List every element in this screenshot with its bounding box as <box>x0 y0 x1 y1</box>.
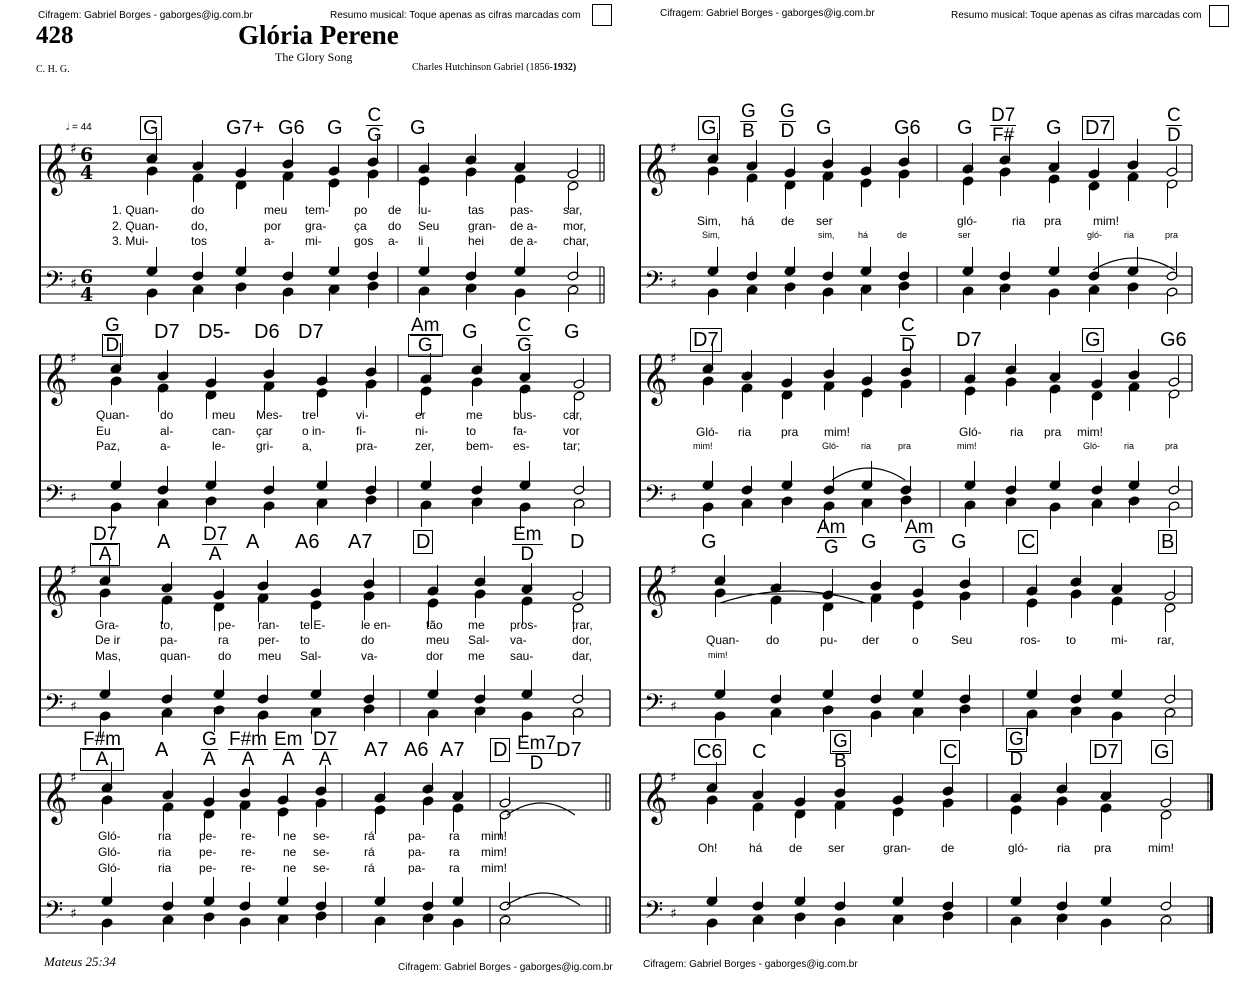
lyric-syllable: vor <box>563 424 580 438</box>
treble-clef-icon: 𝄞 <box>642 565 669 616</box>
lyric-syllable: al- <box>160 424 174 438</box>
slash-chord: $\frac{C}{D}$ <box>1167 105 1181 146</box>
lyric-syllable: de a- <box>510 234 538 248</box>
lyric-syllable: ne <box>283 845 297 859</box>
lyric-syllable: a- <box>388 234 399 248</box>
key-sharp-icon: ♯ <box>70 490 77 506</box>
lyric-syllable: bus- <box>513 408 537 422</box>
lyric-syllable: rar, <box>1157 633 1175 647</box>
lyric-syllable: pa- <box>160 633 178 647</box>
hymn-number: 428 <box>36 22 74 49</box>
chord: G <box>1154 741 1170 763</box>
lyric-syllable: ria <box>861 441 872 451</box>
chord: G6 <box>1160 329 1187 351</box>
lyric-syllable: pe- <box>199 829 217 843</box>
key-sharp-icon: ♯ <box>670 276 677 292</box>
lyric-syllable: o <box>912 633 919 647</box>
lyric-syllable: a, <box>302 439 313 453</box>
treble-clef-icon: 𝄞 <box>642 143 669 194</box>
chord: D7 <box>693 329 719 351</box>
lyric-syllable: mim! <box>481 861 507 875</box>
bass-clef-icon: 𝄢 <box>644 689 664 724</box>
lyric-syllable: pra <box>1044 425 1062 439</box>
lyric-syllable: sau- <box>510 649 534 663</box>
slur <box>720 591 865 603</box>
chord: D <box>570 531 585 553</box>
lyric-syllable: há <box>749 841 763 855</box>
slash-chord: $\frac{Em}{A}$ <box>274 729 303 770</box>
lyric-syllable: Oh! <box>698 841 718 855</box>
chord: D7 <box>298 321 324 343</box>
chord: G <box>327 117 343 139</box>
lyric-syllable: mim! <box>1093 214 1119 228</box>
chord: G6 <box>894 117 921 139</box>
lyric-syllable: re- <box>241 845 256 859</box>
lyric-syllable: ria <box>1124 230 1135 240</box>
chord: C <box>752 741 767 763</box>
bass-clef-icon: 𝄢 <box>644 480 664 515</box>
treble-clef-icon: 𝄞 <box>42 565 69 616</box>
chord: D <box>416 531 431 553</box>
lyric-syllable: rá <box>364 845 375 859</box>
slash-chord: $\frac{Em7}{D}$ <box>517 733 557 774</box>
lyric-syllable: mim! <box>1077 425 1103 439</box>
lyric-syllable: por <box>264 219 282 233</box>
chord: G <box>701 531 717 553</box>
lyric-syllable: do <box>388 219 402 233</box>
chord: C6 <box>697 741 723 763</box>
chord: D7 <box>1093 741 1119 763</box>
lyric-syllable: tem- <box>305 203 329 217</box>
chord: G <box>701 117 717 139</box>
chord: D <box>493 739 508 761</box>
lyric-syllable: meu <box>264 203 288 217</box>
slash-chord: $\frac{G}{D}$ <box>105 315 120 356</box>
lyric-syllable: pa- <box>408 829 426 843</box>
lyric-syllable: mim! <box>481 829 507 843</box>
key-sharp-icon: ♯ <box>70 699 77 715</box>
slash-chord: $\frac{D7}{F\#}$ <box>991 105 1016 146</box>
slash-chord: $\frac{D7}{A}$ <box>93 524 118 565</box>
slash-chord: $\frac{Am}{G}$ <box>905 517 934 558</box>
lyric-syllable: a- <box>160 439 171 453</box>
key-sharp-icon: ♯ <box>670 770 677 786</box>
lyric-syllable: se- <box>313 861 330 875</box>
lyric-syllable: ra <box>449 845 460 859</box>
lyric-syllable: meu <box>212 408 236 422</box>
key-sharp-icon: ♯ <box>70 141 77 157</box>
chord: A6 <box>404 739 429 761</box>
lyric-syllable: Gló- <box>696 425 719 439</box>
header-summary-right: Resumo musical: Toque apenas as cifras marcadas com <box>951 10 1202 21</box>
slash-chord: $\frac{G}{B}$ <box>833 731 848 772</box>
lyric-syllable: fi- <box>356 424 366 438</box>
slash-chord: $\frac{G}{D}$ <box>780 101 795 142</box>
key-sharp-icon: ♯ <box>70 770 77 786</box>
lyric-syllable: ser <box>816 214 833 228</box>
slash-chord: $\frac{D7}{A}$ <box>203 524 228 565</box>
scripture-reference: Mateus 25:34 <box>44 954 116 969</box>
lyric-syllable: Gló- <box>1083 441 1101 451</box>
chord: G7+ <box>226 117 265 139</box>
half-note-icon: 𝅗𝅥 <box>66 122 70 133</box>
lyric-syllable: gos <box>354 234 374 248</box>
lyric-syllable: Gló- <box>959 425 982 439</box>
lyric-syllable: ne <box>283 829 297 843</box>
lyric-syllable: dor, <box>572 633 593 647</box>
lyric-syllable: a- <box>264 234 275 248</box>
chord: C <box>1021 531 1036 553</box>
lyric-syllable: de <box>388 203 402 217</box>
lyric-syllable: 3. Mui- <box>112 234 149 248</box>
chord: G <box>816 117 832 139</box>
lyric-syllable: mim! <box>824 425 850 439</box>
lyric-syllable: ria <box>1057 841 1071 855</box>
slash-chord: $\frac{F\#m}{A}$ <box>83 729 121 770</box>
lyric-syllable: pu- <box>820 633 838 647</box>
header-summary-left: Resumo musical: Toque apenas as cifras marcadas com <box>330 10 581 21</box>
lyric-syllable: Quan- <box>706 633 740 647</box>
lyric-syllable: ne <box>283 861 297 875</box>
chord: D7 <box>1085 117 1111 139</box>
lyric-syllable: pra <box>781 425 799 439</box>
lyric-syllable: há <box>741 214 755 228</box>
lyric-syllable: Paz, <box>96 439 121 453</box>
lyric-syllable: er <box>415 408 426 422</box>
lyricist-initials: C. H. G. <box>36 64 70 75</box>
time-signature: 4 <box>80 162 94 184</box>
treble-clef-icon: 𝄞 <box>42 143 69 194</box>
lyric-syllable: mim! <box>693 441 713 451</box>
lyric-syllable: va- <box>510 633 527 647</box>
lyric-syllable: ria <box>158 861 172 875</box>
chord: D6 <box>254 321 280 343</box>
chord: D5- <box>198 321 231 343</box>
lyric-syllable: ça <box>354 219 367 233</box>
lyric-syllable: do, <box>191 219 208 233</box>
lyric-syllable: Sim, <box>697 214 721 228</box>
lyric-syllable: gló- <box>1008 841 1029 855</box>
chord: G6 <box>278 117 305 139</box>
lyric-syllable: re- <box>241 829 256 843</box>
lyric-syllable: Quan- <box>96 408 130 422</box>
lyric-syllable: es- <box>513 439 530 453</box>
lyric-syllable: de <box>789 841 803 855</box>
lyric-syllable: ria <box>738 425 752 439</box>
bass-clef-icon: 𝄢 <box>44 480 64 515</box>
hymn-title: Glória Perene <box>238 20 399 50</box>
key-sharp-icon: ♯ <box>670 563 677 579</box>
hymn-subtitle: The Glory Song <box>275 50 353 64</box>
lyric-syllable: Gló- <box>822 441 840 451</box>
slash-chord: $\frac{C}{G}$ <box>517 315 532 356</box>
lyric-syllable: gran- <box>883 841 912 855</box>
lyric-syllable: sim, <box>818 230 835 240</box>
time-signature: 6 <box>80 144 94 166</box>
lyric-syllable: pe- <box>218 618 236 632</box>
lyric-syllable: me <box>466 408 483 422</box>
lyric-syllable: ra <box>449 829 460 843</box>
slash-chord: $\frac{G}{D}$ <box>1009 729 1024 770</box>
lyric-syllable: per- <box>258 633 280 647</box>
chord: D7 <box>154 321 180 343</box>
slash-chord: $\frac{D7}{A}$ <box>313 729 338 770</box>
lyric-syllable: tar; <box>563 439 581 453</box>
lyric-syllable: de a- <box>510 219 538 233</box>
lyric-syllable: meu <box>426 633 450 647</box>
lyric-syllable: ser <box>958 230 971 240</box>
lyric-syllable: tão <box>426 618 443 632</box>
lyric-syllable: hei <box>468 234 485 248</box>
lyric-syllable: pra <box>1094 841 1112 855</box>
treble-clef-icon: 𝄞 <box>42 353 69 404</box>
lyric-syllable: mim! <box>1148 841 1174 855</box>
key-sharp-icon: ♯ <box>70 276 77 292</box>
lyric-syllable: meu <box>258 649 282 663</box>
chord: B <box>1161 531 1175 553</box>
lyric-syllable: lu- <box>418 203 432 217</box>
slash-chord: $\frac{Am}{G}$ <box>817 517 846 558</box>
lyric-syllable: Gló- <box>98 861 121 875</box>
lyric-syllable: bem- <box>466 439 494 453</box>
lyric-syllable: do <box>191 203 205 217</box>
chord: A7 <box>440 739 465 761</box>
slash-chord: $\frac{G}{B}$ <box>741 101 756 142</box>
lyric-syllable: Sal- <box>300 649 322 663</box>
chord: A <box>246 531 260 553</box>
lyric-syllable: pra <box>1165 230 1179 240</box>
slur <box>507 803 575 815</box>
lyric-syllable: pa- <box>408 861 426 875</box>
key-sharp-icon: ♯ <box>70 563 77 579</box>
lyric-syllable: mim! <box>481 845 507 859</box>
lyric-syllable: 2. Quan- <box>112 219 159 233</box>
chord: A7 <box>364 739 389 761</box>
lyric-syllable: po <box>354 203 368 217</box>
treble-clef-icon: 𝄞 <box>642 353 669 404</box>
lyric-syllable: rá <box>364 861 375 875</box>
chord: D7 <box>956 329 982 351</box>
key-sharp-icon: ♯ <box>70 906 77 922</box>
lyric-syllable: ran- <box>258 618 280 632</box>
slash-chord: $\frac{Em}{D}$ <box>513 524 542 565</box>
lyric-syllable: há <box>858 230 869 240</box>
chord: G <box>143 117 159 139</box>
lyric-syllable: fa- <box>513 424 528 438</box>
slur <box>832 468 905 480</box>
key-sharp-icon: ♯ <box>670 490 677 506</box>
lyric-syllable: le- <box>212 439 226 453</box>
lyric-syllable: mim! <box>708 650 728 660</box>
key-sharp-icon: ♯ <box>70 351 77 367</box>
lyric-syllable: gra- <box>305 219 327 233</box>
slash-chord: $\frac{F\#m}{A}$ <box>229 729 267 770</box>
chord: G <box>410 117 426 139</box>
lyric-syllable: pas- <box>510 203 534 217</box>
lyric-syllable: va- <box>361 649 378 663</box>
lyric-syllable: quan- <box>160 649 191 663</box>
lyric-syllable: der <box>862 633 880 647</box>
chord: D7 <box>556 739 582 761</box>
chord: G <box>957 117 973 139</box>
lyric-syllable: Seu <box>418 219 440 233</box>
lyric-syllable: tos <box>191 234 208 248</box>
lyric-syllable: do <box>218 649 232 663</box>
lyric-syllable: mi- <box>305 234 322 248</box>
slur <box>507 893 580 905</box>
chord: G <box>861 531 877 553</box>
key-sharp-icon: ♯ <box>670 906 677 922</box>
key-sharp-icon: ♯ <box>670 699 677 715</box>
lyric-syllable: ria <box>1124 441 1135 451</box>
lyric-syllable: to <box>466 424 477 438</box>
lyric-syllable: ser <box>828 841 845 855</box>
lyric-syllable: vi- <box>356 408 369 422</box>
lyric-syllable: ni- <box>415 424 429 438</box>
lyric-syllable: ros- <box>1020 633 1041 647</box>
lyric-syllable: rá <box>364 829 375 843</box>
lyric-syllable: ria <box>1010 425 1024 439</box>
lyric-syllable: se- <box>313 845 330 859</box>
lyric-syllable: ria <box>158 829 172 843</box>
lyric-syllable: char, <box>563 234 590 248</box>
final-barline <box>1210 774 1213 810</box>
lyric-syllable: to <box>1066 633 1077 647</box>
chord: A <box>155 739 169 761</box>
lyric-syllable: gran- <box>468 219 497 233</box>
lyric-syllable: me <box>468 618 485 632</box>
lyric-syllable: dar, <box>572 649 593 663</box>
chord: G <box>1085 329 1101 351</box>
lyric-syllable: çar <box>256 424 273 438</box>
lyric-syllable: se- <box>313 829 330 843</box>
lyric-syllable: Gra- <box>95 618 119 632</box>
lyric-syllable: trar, <box>572 618 593 632</box>
lyric-syllable: ra <box>449 861 460 875</box>
lyric-syllable: Mas, <box>95 649 122 663</box>
bass-clef-icon: 𝄢 <box>44 266 64 301</box>
lyric-syllable: Gló- <box>98 829 121 843</box>
lyric-syllable: gló- <box>957 214 978 228</box>
lyric-syllable: mim! <box>957 441 977 451</box>
lyric-syllable: 1. Quan- <box>112 203 159 217</box>
lyric-syllable: zer, <box>415 439 435 453</box>
lyric-syllable: do <box>160 408 174 422</box>
lyric-syllable: pe- <box>199 861 217 875</box>
lyric-syllable: Mes- <box>256 408 283 422</box>
footer-credit-right: Cifragem: Gabriel Borges - gaborges@ig.com.br <box>643 959 858 970</box>
footer-credit-mid: Cifragem: Gabriel Borges - gaborges@ig.com.br <box>398 962 613 973</box>
lyric-syllable: le en- <box>361 618 392 632</box>
lyric-syllable: pe- <box>199 845 217 859</box>
chord: A <box>157 531 171 553</box>
header-credit-right: Cifragem: Gabriel Borges - gaborges@ig.com.br <box>660 8 875 19</box>
header-credit-left: Cifragem: Gabriel Borges - gaborges@ig.com.br <box>38 10 253 21</box>
time-signature: 4 <box>80 284 94 306</box>
final-barline <box>1210 897 1213 933</box>
lyric-syllable: de <box>941 841 955 855</box>
tempo-marking: 𝅗𝅥 = 44 <box>66 122 92 133</box>
lyric-syllable: pros- <box>510 618 538 632</box>
lyric-syllable: dor <box>426 649 444 663</box>
lyric-syllable: pra <box>898 441 912 451</box>
lyric-syllable: mi- <box>1111 633 1128 647</box>
treble-clef-icon: 𝄞 <box>642 772 669 823</box>
chord: A6 <box>295 531 320 553</box>
lyric-syllable: Gló- <box>98 845 121 859</box>
lyric-syllable: can- <box>212 424 236 438</box>
lyric-syllable: de <box>897 230 908 240</box>
chord: A7 <box>348 531 373 553</box>
bass-clef-icon: 𝄢 <box>644 896 664 931</box>
lyric-syllable: pa- <box>408 845 426 859</box>
lyric-syllable: car, <box>563 408 583 422</box>
lyric-syllable: tas <box>468 203 485 217</box>
lyric-syllable: pra <box>1165 441 1179 451</box>
bass-clef-icon: 𝄢 <box>644 266 664 301</box>
slash-chord: $\frac{C}{D}$ <box>901 315 915 356</box>
time-signature: 6 <box>80 266 94 288</box>
lyric-syllable: De ir <box>95 633 121 647</box>
lyric-syllable: sar, <box>563 203 583 217</box>
lyric-syllable: me <box>468 649 485 663</box>
lyric-syllable: de <box>781 214 795 228</box>
lyric-syllable: do <box>361 633 375 647</box>
lyric-syllable: Sim, <box>702 230 720 240</box>
lyric-syllable: li <box>418 234 424 248</box>
lyric-syllable: ra <box>218 633 229 647</box>
lyric-syllable: ria <box>1012 214 1026 228</box>
bass-clef-icon: 𝄢 <box>44 689 64 724</box>
chord: G <box>1046 117 1062 139</box>
lyric-syllable: mor, <box>563 219 587 233</box>
treble-clef-icon: 𝄞 <box>42 772 69 823</box>
lyric-syllable: Seu <box>951 633 973 647</box>
slash-chord: $\frac{G}{A}$ <box>202 729 217 770</box>
lyric-syllable: gri- <box>256 439 274 453</box>
lyric-syllable: do <box>766 633 780 647</box>
key-sharp-icon: ♯ <box>670 351 677 367</box>
lyric-syllable: o in- <box>302 424 326 438</box>
lyric-syllable: tre <box>302 408 317 422</box>
chord: C <box>943 741 958 763</box>
lyric-syllable: re- <box>241 861 256 875</box>
lyric-syllable: Sal- <box>468 633 490 647</box>
lyric-syllable: to <box>300 633 311 647</box>
lyric-syllable: ria <box>158 845 172 859</box>
chord: G <box>564 321 580 343</box>
lyric-syllable: Eu <box>96 424 111 438</box>
chord: G <box>951 531 967 553</box>
chord: G <box>462 321 478 343</box>
lyric-syllable: gló- <box>1087 230 1103 240</box>
lyric-syllable: te E- <box>300 618 326 632</box>
bass-clef-icon: 𝄢 <box>44 896 64 931</box>
lyric-syllable: to, <box>160 618 174 632</box>
lyric-syllable: pra- <box>356 439 378 453</box>
slash-chord: $\frac{C}{G}$ <box>367 105 382 146</box>
lyric-syllable: pra <box>1044 214 1062 228</box>
key-sharp-icon: ♯ <box>670 141 677 157</box>
slash-chord: $\frac{Am}{G}$ <box>411 315 440 356</box>
composer-credit: Charles Hutchinson Gabriel (1856-1932) <box>412 62 577 73</box>
